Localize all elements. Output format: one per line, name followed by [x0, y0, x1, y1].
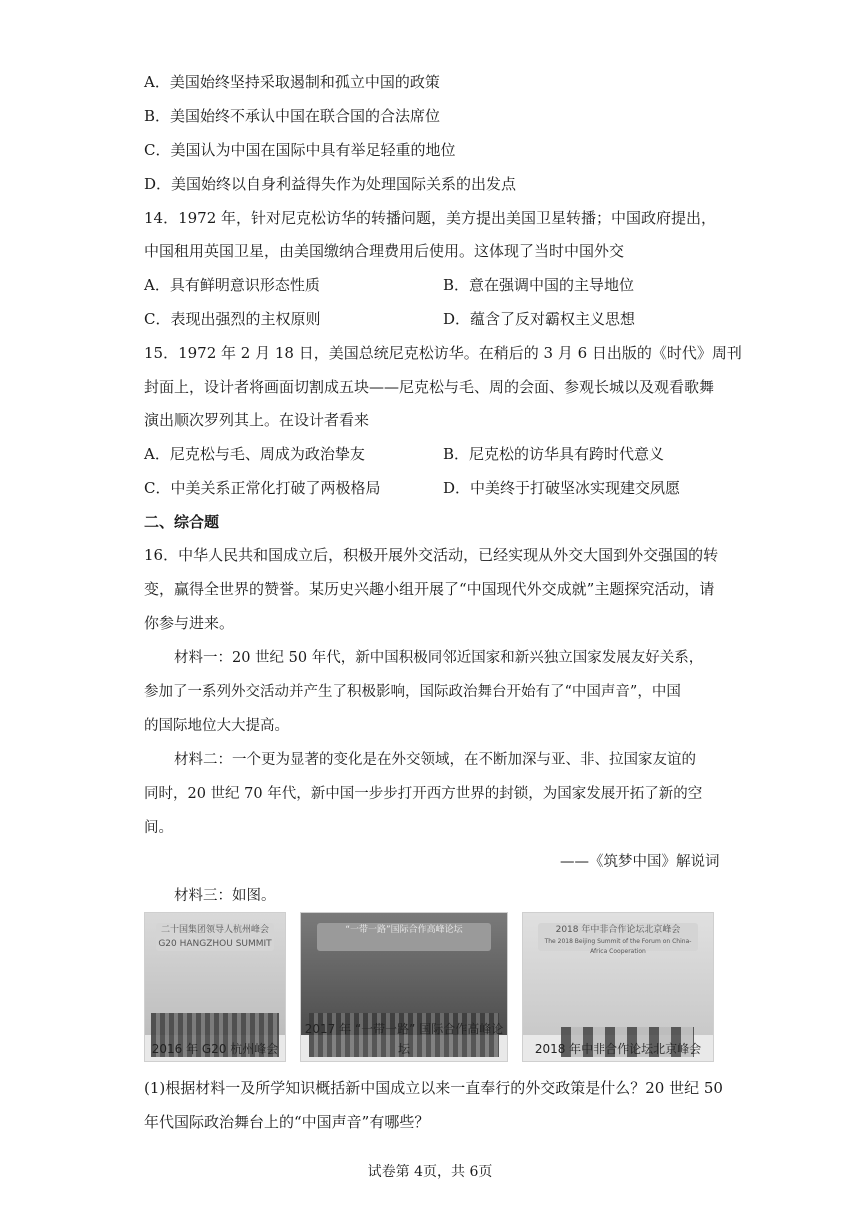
- material3-label: 材料三：如图。: [174, 888, 276, 904]
- q15-option-c: C．中美关系正常化打破了两极格局: [144, 479, 381, 497]
- material1-line1: 材料一：20 世纪 50 年代，新中国积极同邻近国家和新兴独立国家发展友好关系，: [174, 650, 704, 666]
- q15-stem-line3: 演出顺次罗列其上。在设计者看来: [144, 411, 370, 429]
- material2-line2: 同时，20 世纪 70 年代，新中国一步步打开西方世界的封锁，为国家发展开拓了新的空: [144, 786, 703, 802]
- photo-g20-summit: 二十国集团领导人杭州峰会 G20 HANGZHOU SUMMIT 2016 年 G20 杭州峰会: [144, 912, 286, 1062]
- q14-stem-line1: 14．1972 年，针对尼克松访华的转播问题，美方提出美国卫星转播；中国政府提出，: [144, 209, 717, 227]
- q15-stem-line1: 15．1972 年 2 月 18 日，美国总统尼克松访华。在稍后的 3 月 6 日出版的《时代》周刊: [144, 344, 742, 362]
- photo-caption: 2018 年中非合作论坛北京峰会: [534, 1042, 702, 1056]
- photo-caption: 2016 年 G20 杭州峰会: [151, 1042, 279, 1056]
- q14-option-d: D．蕴含了反对霸权主义思想: [443, 310, 636, 328]
- q15-option-d: D．中美终于打破坚冰实现建交夙愿: [443, 479, 681, 497]
- section-title: 二、综合题: [144, 513, 220, 531]
- q13-option-c: C．美国认为中国在国际中具有举足轻重的地位: [144, 141, 456, 159]
- q16-stem-line3: 你参与进来。: [144, 614, 235, 632]
- q16-sub1-line2: 年代国际政治舞台上的“中国声音”有哪些？: [144, 1113, 430, 1131]
- q16-sub1-line1: (1)根据材料一及所学知识概括新中国成立以来一直奉行的外交政策是什么？20 世纪 50: [144, 1079, 723, 1097]
- material1-line3: 的国际地位大大提高。: [144, 718, 289, 734]
- q13-option-a: A．美国始终坚持采取遏制和孤立中国的政策: [144, 73, 440, 91]
- q15-option-b: B．尼克松的访华具有跨时代意义: [443, 445, 665, 463]
- q15-stem-line2: 封面上，设计者将画面切割成五块——尼克松与毛、周的会面、参观长城以及观看歌舞: [144, 378, 715, 396]
- q14-stem-line2: 中国租用英国卫星，由美国缴纳合理费用后使用。这体现了当时中国外交: [144, 242, 625, 260]
- q13-option-b: B．美国始终不承认中国在联合国的合法席位: [144, 107, 441, 125]
- page-footer: 试卷第 4页，共 6页: [367, 1164, 493, 1180]
- material2-line1: 材料二：一个更为显著的变化是在外交领域，在不断加深与亚、非、拉国家友谊的: [174, 752, 696, 768]
- photo-caption: 2017 年 “一带一路” 国际合作高峰论坛: [304, 1022, 504, 1056]
- q14-option-a: A．具有鲜明意识形态性质: [144, 276, 320, 294]
- q16-stem-line1: 16．中华人民共和国成立后，积极开展外交活动，已经实现从外交大国到外交强国的转: [144, 546, 719, 564]
- material1-line2: 参加了一系列外交活动并产生了积极影响，国际政治舞台开始有了“中国声音”，中国: [144, 684, 681, 700]
- material2-line3: 间。: [144, 820, 173, 836]
- q15-option-a: A．尼克松与毛、周成为政治挚友: [144, 445, 365, 463]
- q16-stem-line2: 变，赢得全世界的赞誉。某历史兴趣小组开展了“中国现代外交成就”主题探究活动，请: [144, 580, 715, 598]
- photo-belt-road-forum: “一带一路”国际合作高峰论坛 2017 年 “一带一路” 国际合作高峰论坛: [300, 912, 508, 1062]
- q13-option-d: D．美国始终以自身利益得失作为处理国际关系的出发点: [144, 175, 517, 193]
- q14-option-c: C．表现出强烈的主权原则: [144, 310, 321, 328]
- photo-focac-summit: 2018 年中非合作论坛北京峰会 The 2018 Beijing Summit of the Forum on China-Africa Cooperation 2018 年中非合作论坛北京峰会: [522, 912, 714, 1062]
- q14-option-b: B．意在强调中国的主导地位: [443, 276, 635, 294]
- material2-source: ——《筑梦中国》解说词: [560, 854, 720, 870]
